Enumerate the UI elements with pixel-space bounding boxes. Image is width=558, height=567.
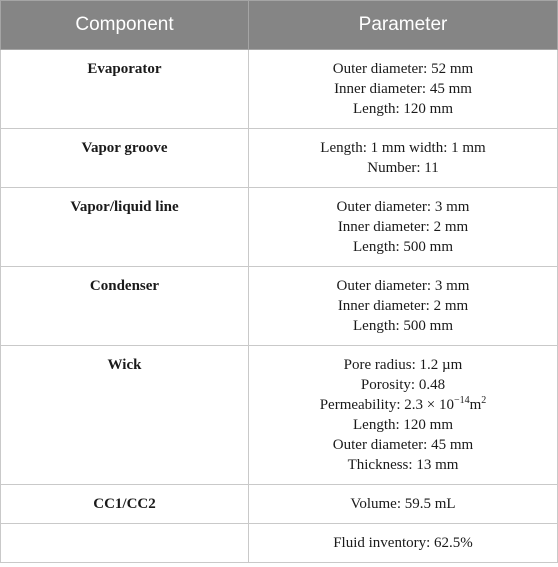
parameter-line: Inner diameter: 2 mm [337,219,469,235]
component-cell: Vapor groove [1,129,249,188]
parameter-cell [249,267,558,346]
table-row [1,524,558,563]
header-row [1,1,558,50]
component-cell: Wick [1,346,249,485]
parameter-line: Outer diameter: 3 mm [336,278,470,294]
table-row [1,50,558,129]
header-parameter: Parameter [249,1,558,50]
permeability-unit-exponent: 2 [481,395,487,406]
component-cell: Condenser [1,267,249,346]
table-row [1,346,558,485]
parameter-line: Number: 11 [367,160,439,176]
permeability-line [255,395,551,415]
parameter-cell [249,129,558,188]
parameter-line: Length: 500 mm [353,318,453,334]
table-row [1,267,558,346]
parameter-line: Length: 120 mm [353,101,453,117]
component-cell: Evaporator [1,50,249,129]
parameter-line: Inner diameter: 45 mm [334,81,472,97]
parameter-line: Outer diameter: 52 mm [332,61,474,77]
parameter-line: Length: 500 mm [353,239,453,255]
parameter-line: Thickness: 13 mm [347,457,459,473]
parameter-line: Volume: 59.5 mL [350,496,456,512]
parameter-cell [249,346,558,485]
parameter-line: Fluid inventory: 62.5% [333,535,473,551]
parameter-cell [249,50,558,129]
parameter-cell [249,188,558,267]
parameter-line: Pore radius: 1.2 µm [343,357,463,373]
component-cell: Vapor/liquid line [1,188,249,267]
parameter-cell [249,524,558,563]
parameter-line: Inner diameter: 2 mm [337,298,469,314]
parameter-line: Length: 1 mm width: 1 mm [320,140,486,156]
table-row [1,188,558,267]
parameter-line: Outer diameter: 3 mm [336,199,470,215]
table-row [1,485,558,524]
parameter-line: Outer diameter: 45 mm [332,437,474,453]
permeability-exponent: −14 [453,395,470,406]
component-cell: CC1/CC2 [1,485,249,524]
permeability-unit: m [469,397,482,413]
parameter-cell [249,485,558,524]
parameter-line: Length: 120 mm [353,417,453,433]
component-cell [1,524,249,563]
table-row [1,129,558,188]
parameter-line: Porosity: 0.48 [360,377,446,393]
permeability-prefix: Permeability: 2.3 × 10 [319,397,454,413]
header-component: Component [1,1,249,50]
